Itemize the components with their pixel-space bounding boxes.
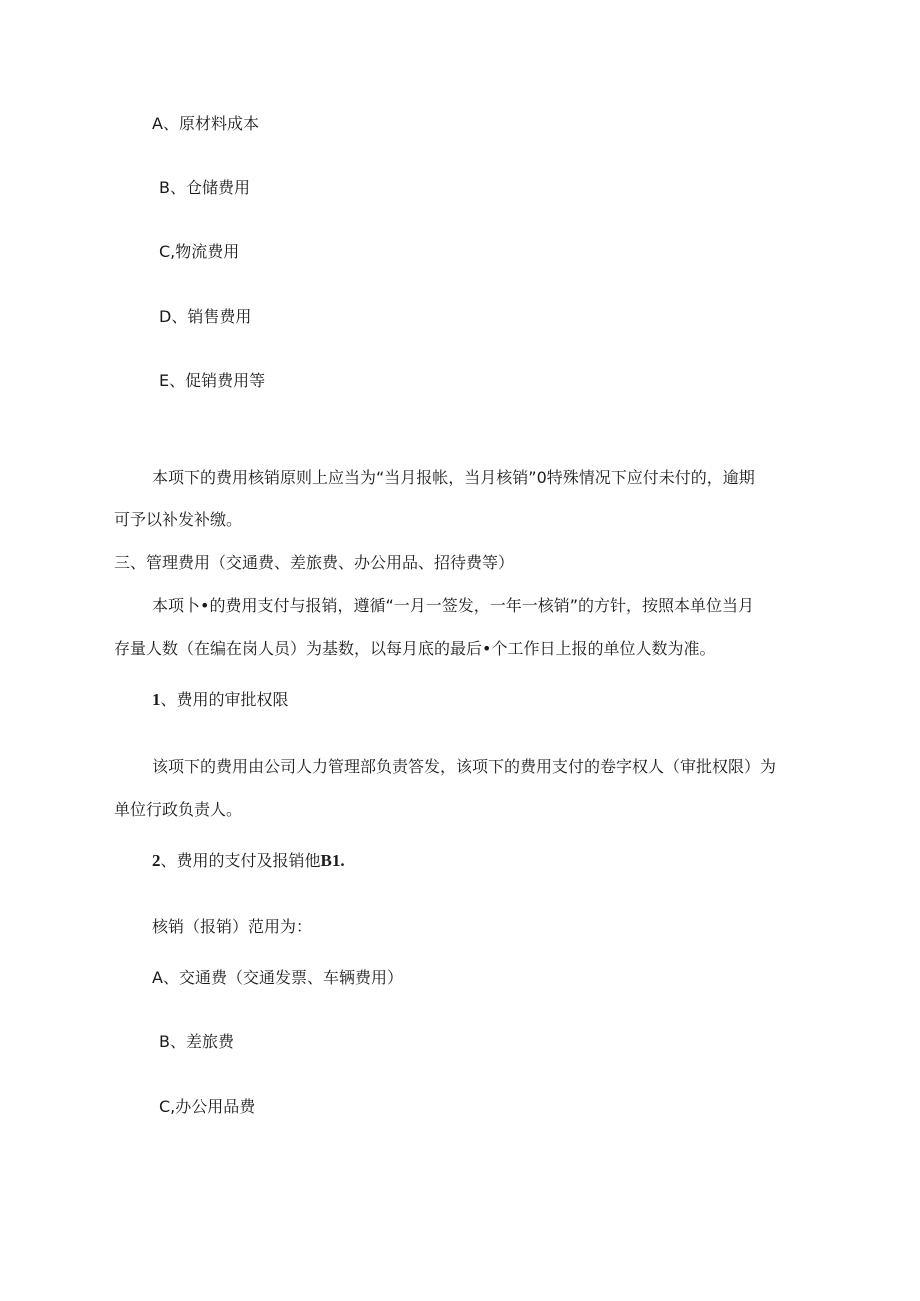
subsection-number: 2 xyxy=(152,851,161,870)
paragraph-line: 本项卜•的费用支付与报销，遵循“一月一签发，一年一核销”的方针，按照本单位当月 xyxy=(152,596,755,615)
subsection-title: 、费用的支付及报销他 xyxy=(160,851,321,870)
list-item: E、促销费用等 xyxy=(159,371,266,390)
list-item: C,办公用品费 xyxy=(159,1097,256,1116)
paragraph-line: 存量人数（在编在岗人员）为基数，以每月底的最后•个工作日上报的单位人数为准。 xyxy=(114,639,716,658)
list-item: A、交通费（交通发票、车辆费用） xyxy=(152,968,403,987)
subsection-heading xyxy=(152,851,345,871)
list-item: D、销售费用 xyxy=(159,307,252,326)
list-item: B、差旅费 xyxy=(159,1032,234,1051)
list-item: C,物流费用 xyxy=(159,242,240,261)
paragraph-line: 可予以补发补缴。 xyxy=(114,510,243,529)
subsection-number: 1 xyxy=(152,690,161,709)
list-item: B、仓储费用 xyxy=(159,178,250,197)
subsection-title: 、费用的审批权限 xyxy=(160,690,289,709)
paragraph-line: 单位行政负责人。 xyxy=(114,800,243,819)
list-item: A、原材料成本 xyxy=(152,114,259,133)
section-heading: 三、管理费用（交通费、差旅费、办公用品、招待费等） xyxy=(114,553,515,572)
subsection-heading xyxy=(152,690,289,710)
subsection-title-tail: B1. xyxy=(320,851,345,870)
paragraph-line: 该项下的费用由公司人力管理部负责答发，该项下的费用支付的卷字权人（审批权限）为 xyxy=(152,757,777,776)
paragraph-line: 本项下的费用核销原则上应当为“当月报帐，当月核销”0特殊情况下应付未付的，逾期 xyxy=(152,468,755,487)
scope-intro: 核销（报销）范用为： xyxy=(152,917,313,936)
